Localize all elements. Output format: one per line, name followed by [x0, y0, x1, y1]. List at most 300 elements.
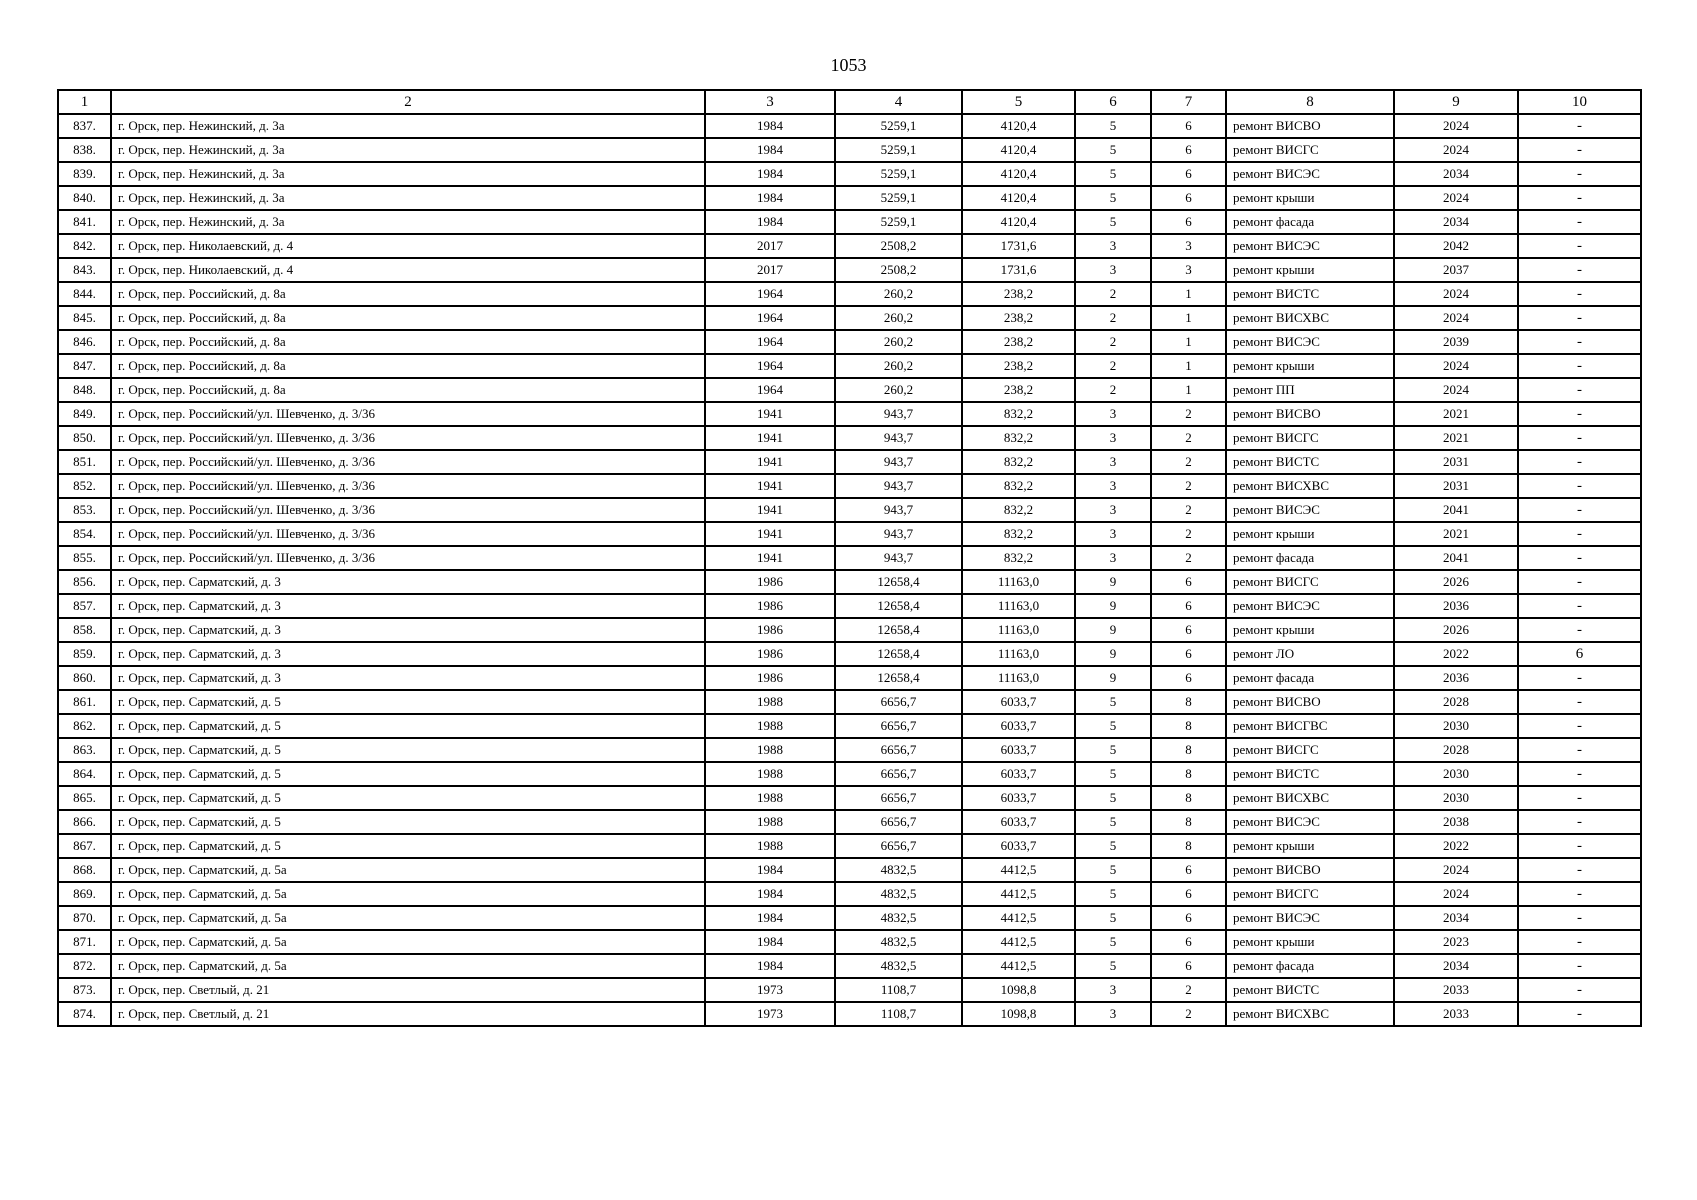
cell-floors: 2	[1075, 378, 1151, 402]
cell-work-type: ремонт ВИСТС	[1226, 978, 1394, 1002]
cell-row-number: 846.	[58, 330, 111, 354]
cell-address: г. Орск, пер. Нежинский, д. 3а	[111, 138, 705, 162]
cell-plan-year: 2030	[1394, 762, 1518, 786]
cell-entrances: 1	[1151, 306, 1226, 330]
cell-build-year: 2017	[705, 258, 835, 282]
cell-entrances: 2	[1151, 426, 1226, 450]
cell-address: г. Орск, пер. Российский/ул. Шевченко, д. 3/36	[111, 474, 705, 498]
cell-extra: -	[1518, 114, 1641, 138]
cell-living-area: 6033,7	[962, 786, 1075, 810]
cell-floors: 5	[1075, 138, 1151, 162]
table-row	[58, 594, 1641, 618]
cell-build-year: 1988	[705, 810, 835, 834]
cell-total-area: 260,2	[835, 330, 962, 354]
cell-build-year: 1941	[705, 498, 835, 522]
cell-work-type: ремонт ВИСГС	[1226, 738, 1394, 762]
cell-address: г. Орск, пер. Сарматский, д. 5а	[111, 906, 705, 930]
cell-entrances: 8	[1151, 762, 1226, 786]
cell-entrances: 1	[1151, 378, 1226, 402]
cell-total-area: 943,7	[835, 450, 962, 474]
cell-row-number: 861.	[58, 690, 111, 714]
cell-build-year: 1984	[705, 186, 835, 210]
cell-build-year: 1984	[705, 210, 835, 234]
cell-build-year: 1984	[705, 858, 835, 882]
cell-living-area: 4412,5	[962, 906, 1075, 930]
cell-work-type: ремонт ВИСЭС	[1226, 906, 1394, 930]
cell-total-area: 12658,4	[835, 666, 962, 690]
cell-work-type: ремонт ВИСТС	[1226, 762, 1394, 786]
cell-entrances: 6	[1151, 618, 1226, 642]
cell-row-number: 847.	[58, 354, 111, 378]
cell-address: г. Орск, пер. Российский/ул. Шевченко, д. 3/36	[111, 450, 705, 474]
cell-extra: -	[1518, 162, 1641, 186]
cell-address: г. Орск, пер. Сарматский, д. 5а	[111, 954, 705, 978]
cell-entrances: 6	[1151, 930, 1226, 954]
cell-extra: -	[1518, 426, 1641, 450]
cell-plan-year: 2022	[1394, 834, 1518, 858]
table-row	[58, 330, 1641, 354]
cell-living-area: 11163,0	[962, 642, 1075, 666]
cell-row-number: 874.	[58, 1002, 111, 1026]
cell-entrances: 6	[1151, 642, 1226, 666]
cell-build-year: 1986	[705, 618, 835, 642]
cell-floors: 5	[1075, 954, 1151, 978]
column-header-10: 10	[1518, 90, 1641, 114]
table-row	[58, 234, 1641, 258]
cell-work-type: ремонт ВИСТС	[1226, 450, 1394, 474]
cell-work-type: ремонт ВИСЭС	[1226, 234, 1394, 258]
cell-floors: 3	[1075, 978, 1151, 1002]
cell-extra: -	[1518, 594, 1641, 618]
cell-address: г. Орск, пер. Николаевский, д. 4	[111, 234, 705, 258]
cell-total-area: 4832,5	[835, 930, 962, 954]
cell-extra: -	[1518, 402, 1641, 426]
cell-extra: -	[1518, 258, 1641, 282]
cell-extra: -	[1518, 186, 1641, 210]
cell-plan-year: 2028	[1394, 738, 1518, 762]
cell-living-area: 6033,7	[962, 690, 1075, 714]
cell-floors: 9	[1075, 666, 1151, 690]
cell-floors: 5	[1075, 738, 1151, 762]
cell-living-area: 832,2	[962, 426, 1075, 450]
cell-living-area: 1098,8	[962, 978, 1075, 1002]
cell-total-area: 12658,4	[835, 570, 962, 594]
cell-extra: -	[1518, 762, 1641, 786]
table-row	[58, 474, 1641, 498]
table-row	[58, 114, 1641, 138]
cell-row-number: 860.	[58, 666, 111, 690]
cell-work-type: ремонт крыши	[1226, 522, 1394, 546]
cell-entrances: 1	[1151, 330, 1226, 354]
cell-address: г. Орск, пер. Нежинский, д. 3а	[111, 186, 705, 210]
cell-row-number: 841.	[58, 210, 111, 234]
cell-row-number: 843.	[58, 258, 111, 282]
cell-plan-year: 2034	[1394, 906, 1518, 930]
cell-build-year: 1941	[705, 474, 835, 498]
cell-work-type: ремонт ВИСВО	[1226, 858, 1394, 882]
cell-plan-year: 2021	[1394, 402, 1518, 426]
cell-total-area: 5259,1	[835, 162, 962, 186]
cell-row-number: 855.	[58, 546, 111, 570]
cell-plan-year: 2024	[1394, 882, 1518, 906]
cell-living-area: 4120,4	[962, 162, 1075, 186]
cell-build-year: 1984	[705, 138, 835, 162]
cell-address: г. Орск, пер. Светлый, д. 21	[111, 978, 705, 1002]
cell-address: г. Орск, пер. Сарматский, д. 5а	[111, 858, 705, 882]
cell-total-area: 4832,5	[835, 954, 962, 978]
cell-floors: 2	[1075, 330, 1151, 354]
cell-build-year: 1964	[705, 378, 835, 402]
cell-row-number: 871.	[58, 930, 111, 954]
cell-plan-year: 2026	[1394, 618, 1518, 642]
cell-plan-year: 2024	[1394, 114, 1518, 138]
cell-build-year: 1988	[705, 738, 835, 762]
cell-work-type: ремонт фасада	[1226, 666, 1394, 690]
cell-entrances: 8	[1151, 738, 1226, 762]
cell-row-number: 868.	[58, 858, 111, 882]
cell-total-area: 1108,7	[835, 978, 962, 1002]
cell-total-area: 943,7	[835, 546, 962, 570]
cell-address: г. Орск, пер. Сарматский, д. 3	[111, 570, 705, 594]
registry-table	[57, 89, 1642, 1027]
table-row	[58, 210, 1641, 234]
column-header-1: 1	[58, 90, 111, 114]
cell-plan-year: 2036	[1394, 666, 1518, 690]
cell-total-area: 943,7	[835, 498, 962, 522]
cell-build-year: 1984	[705, 162, 835, 186]
cell-floors: 3	[1075, 474, 1151, 498]
cell-entrances: 6	[1151, 138, 1226, 162]
table-row	[58, 402, 1641, 426]
cell-work-type: ремонт ПП	[1226, 378, 1394, 402]
cell-plan-year: 2024	[1394, 306, 1518, 330]
cell-row-number: 850.	[58, 426, 111, 450]
cell-total-area: 2508,2	[835, 258, 962, 282]
cell-living-area: 11163,0	[962, 570, 1075, 594]
cell-build-year: 1988	[705, 762, 835, 786]
table-row	[58, 546, 1641, 570]
cell-extra: -	[1518, 738, 1641, 762]
cell-extra: -	[1518, 930, 1641, 954]
cell-living-area: 11163,0	[962, 594, 1075, 618]
cell-row-number: 851.	[58, 450, 111, 474]
cell-floors: 5	[1075, 930, 1151, 954]
cell-build-year: 1988	[705, 690, 835, 714]
cell-address: г. Орск, пер. Российский, д. 8а	[111, 354, 705, 378]
cell-entrances: 8	[1151, 690, 1226, 714]
cell-entrances: 3	[1151, 258, 1226, 282]
cell-plan-year: 2030	[1394, 786, 1518, 810]
cell-address: г. Орск, пер. Сарматский, д. 5	[111, 762, 705, 786]
cell-living-area: 1098,8	[962, 1002, 1075, 1026]
cell-floors: 5	[1075, 186, 1151, 210]
cell-entrances: 6	[1151, 114, 1226, 138]
cell-extra: -	[1518, 858, 1641, 882]
cell-total-area: 5259,1	[835, 186, 962, 210]
cell-total-area: 5259,1	[835, 138, 962, 162]
cell-living-area: 4120,4	[962, 114, 1075, 138]
cell-extra: -	[1518, 234, 1641, 258]
cell-build-year: 1973	[705, 1002, 835, 1026]
cell-living-area: 832,2	[962, 450, 1075, 474]
cell-entrances: 2	[1151, 522, 1226, 546]
cell-extra: -	[1518, 618, 1641, 642]
cell-plan-year: 2031	[1394, 474, 1518, 498]
cell-floors: 5	[1075, 786, 1151, 810]
cell-build-year: 1988	[705, 714, 835, 738]
cell-work-type: ремонт ВИСВО	[1226, 402, 1394, 426]
cell-plan-year: 2021	[1394, 522, 1518, 546]
cell-total-area: 260,2	[835, 282, 962, 306]
cell-build-year: 1986	[705, 666, 835, 690]
cell-floors: 3	[1075, 426, 1151, 450]
cell-address: г. Орск, пер. Сарматский, д. 3	[111, 642, 705, 666]
cell-floors: 5	[1075, 714, 1151, 738]
cell-extra: -	[1518, 690, 1641, 714]
cell-row-number: 852.	[58, 474, 111, 498]
table-row	[58, 282, 1641, 306]
cell-total-area: 4832,5	[835, 906, 962, 930]
cell-build-year: 1986	[705, 642, 835, 666]
cell-extra: -	[1518, 570, 1641, 594]
cell-extra: -	[1518, 666, 1641, 690]
cell-living-area: 11163,0	[962, 666, 1075, 690]
cell-row-number: 854.	[58, 522, 111, 546]
cell-address: г. Орск, пер. Сарматский, д. 5	[111, 786, 705, 810]
cell-plan-year: 2021	[1394, 426, 1518, 450]
cell-floors: 5	[1075, 882, 1151, 906]
cell-plan-year: 2041	[1394, 498, 1518, 522]
cell-floors: 3	[1075, 450, 1151, 474]
cell-living-area: 11163,0	[962, 618, 1075, 642]
cell-work-type: ремонт ВИСХВС	[1226, 1002, 1394, 1026]
table-row	[58, 930, 1641, 954]
cell-extra: 6	[1518, 642, 1641, 666]
column-header-7: 7	[1151, 90, 1226, 114]
cell-extra: -	[1518, 210, 1641, 234]
cell-work-type: ремонт фасада	[1226, 546, 1394, 570]
cell-total-area: 4832,5	[835, 858, 962, 882]
cell-work-type: ремонт ВИСЭС	[1226, 162, 1394, 186]
cell-plan-year: 2024	[1394, 354, 1518, 378]
cell-entrances: 2	[1151, 474, 1226, 498]
cell-work-type: ремонт ВИСВО	[1226, 114, 1394, 138]
cell-address: г. Орск, пер. Российский/ул. Шевченко, д. 3/36	[111, 498, 705, 522]
table-row	[58, 162, 1641, 186]
cell-living-area: 238,2	[962, 306, 1075, 330]
cell-build-year: 1941	[705, 402, 835, 426]
cell-entrances: 6	[1151, 882, 1226, 906]
cell-floors: 9	[1075, 594, 1151, 618]
cell-build-year: 1986	[705, 570, 835, 594]
cell-living-area: 4120,4	[962, 138, 1075, 162]
cell-living-area: 832,2	[962, 498, 1075, 522]
cell-plan-year: 2030	[1394, 714, 1518, 738]
cell-work-type: ремонт ВИСЭС	[1226, 498, 1394, 522]
cell-total-area: 6656,7	[835, 714, 962, 738]
cell-row-number: 867.	[58, 834, 111, 858]
cell-plan-year: 2031	[1394, 450, 1518, 474]
cell-work-type: ремонт ВИСГВС	[1226, 714, 1394, 738]
cell-extra: -	[1518, 546, 1641, 570]
cell-address: г. Орск, пер. Российский/ул. Шевченко, д. 3/36	[111, 402, 705, 426]
cell-address: г. Орск, пер. Российский, д. 8а	[111, 306, 705, 330]
cell-extra: -	[1518, 714, 1641, 738]
cell-plan-year: 2042	[1394, 234, 1518, 258]
table-row	[58, 906, 1641, 930]
cell-plan-year: 2034	[1394, 162, 1518, 186]
cell-living-area: 832,2	[962, 474, 1075, 498]
cell-living-area: 4120,4	[962, 210, 1075, 234]
cell-living-area: 6033,7	[962, 738, 1075, 762]
cell-entrances: 2	[1151, 498, 1226, 522]
cell-entrances: 1	[1151, 354, 1226, 378]
cell-build-year: 1984	[705, 906, 835, 930]
cell-floors: 3	[1075, 258, 1151, 282]
cell-build-year: 2017	[705, 234, 835, 258]
cell-plan-year: 2024	[1394, 858, 1518, 882]
cell-work-type: ремонт крыши	[1226, 930, 1394, 954]
cell-work-type: ремонт крыши	[1226, 618, 1394, 642]
cell-work-type: ремонт ВИСХВС	[1226, 306, 1394, 330]
column-header-3: 3	[705, 90, 835, 114]
cell-extra: -	[1518, 786, 1641, 810]
cell-living-area: 238,2	[962, 330, 1075, 354]
cell-extra: -	[1518, 354, 1641, 378]
table-row	[58, 450, 1641, 474]
cell-extra: -	[1518, 522, 1641, 546]
table-row	[58, 834, 1641, 858]
cell-address: г. Орск, пер. Сарматский, д. 3	[111, 594, 705, 618]
cell-row-number: 862.	[58, 714, 111, 738]
cell-work-type: ремонт ВИСГС	[1226, 426, 1394, 450]
cell-address: г. Орск, пер. Российский, д. 8а	[111, 378, 705, 402]
column-header-9: 9	[1394, 90, 1518, 114]
table-row	[58, 786, 1641, 810]
cell-row-number: 848.	[58, 378, 111, 402]
cell-living-area: 832,2	[962, 402, 1075, 426]
cell-address: г. Орск, пер. Нежинский, д. 3а	[111, 210, 705, 234]
cell-work-type: ремонт крыши	[1226, 354, 1394, 378]
cell-plan-year: 2033	[1394, 1002, 1518, 1026]
cell-row-number: 859.	[58, 642, 111, 666]
cell-address: г. Орск, пер. Сарматский, д. 5а	[111, 930, 705, 954]
table-row	[58, 378, 1641, 402]
cell-address: г. Орск, пер. Российский/ул. Шевченко, д. 3/36	[111, 522, 705, 546]
cell-total-area: 1108,7	[835, 1002, 962, 1026]
cell-row-number: 869.	[58, 882, 111, 906]
cell-living-area: 4412,5	[962, 954, 1075, 978]
cell-total-area: 5259,1	[835, 114, 962, 138]
cell-floors: 9	[1075, 570, 1151, 594]
cell-work-type: ремонт ВИСГС	[1226, 570, 1394, 594]
cell-address: г. Орск, пер. Сарматский, д. 5	[111, 834, 705, 858]
cell-work-type: ремонт ВИСЭС	[1226, 594, 1394, 618]
cell-row-number: 844.	[58, 282, 111, 306]
cell-total-area: 260,2	[835, 306, 962, 330]
cell-address: г. Орск, пер. Нежинский, д. 3а	[111, 162, 705, 186]
cell-entrances: 6	[1151, 954, 1226, 978]
cell-work-type: ремонт ВИСЭС	[1226, 330, 1394, 354]
table-row	[58, 954, 1641, 978]
cell-entrances: 6	[1151, 906, 1226, 930]
cell-floors: 2	[1075, 354, 1151, 378]
table-row	[58, 522, 1641, 546]
cell-entrances: 8	[1151, 786, 1226, 810]
table-row	[58, 810, 1641, 834]
table-row	[58, 1002, 1641, 1026]
cell-extra: -	[1518, 954, 1641, 978]
cell-total-area: 260,2	[835, 354, 962, 378]
table-row	[58, 738, 1641, 762]
cell-total-area: 6656,7	[835, 690, 962, 714]
cell-row-number: 849.	[58, 402, 111, 426]
cell-entrances: 6	[1151, 594, 1226, 618]
cell-floors: 5	[1075, 834, 1151, 858]
cell-build-year: 1984	[705, 954, 835, 978]
cell-total-area: 6656,7	[835, 810, 962, 834]
cell-row-number: 853.	[58, 498, 111, 522]
cell-floors: 9	[1075, 642, 1151, 666]
cell-address: г. Орск, пер. Российский, д. 8а	[111, 282, 705, 306]
cell-living-area: 6033,7	[962, 762, 1075, 786]
table-row	[58, 666, 1641, 690]
cell-build-year: 1964	[705, 354, 835, 378]
table-row	[58, 762, 1641, 786]
table-row	[58, 354, 1641, 378]
cell-total-area: 12658,4	[835, 594, 962, 618]
cell-entrances: 6	[1151, 570, 1226, 594]
cell-total-area: 12658,4	[835, 642, 962, 666]
cell-entrances: 6	[1151, 162, 1226, 186]
cell-build-year: 1941	[705, 426, 835, 450]
cell-work-type: ремонт ЛО	[1226, 642, 1394, 666]
cell-address: г. Орск, пер. Сарматский, д. 5	[111, 810, 705, 834]
table-row	[58, 258, 1641, 282]
cell-total-area: 943,7	[835, 402, 962, 426]
cell-address: г. Орск, пер. Нежинский, д. 3а	[111, 114, 705, 138]
cell-extra: -	[1518, 498, 1641, 522]
cell-extra: -	[1518, 906, 1641, 930]
cell-floors: 3	[1075, 402, 1151, 426]
cell-floors: 3	[1075, 1002, 1151, 1026]
cell-entrances: 2	[1151, 402, 1226, 426]
cell-row-number: 838.	[58, 138, 111, 162]
cell-plan-year: 2041	[1394, 546, 1518, 570]
cell-plan-year: 2026	[1394, 570, 1518, 594]
cell-build-year: 1941	[705, 522, 835, 546]
column-header-8: 8	[1226, 90, 1394, 114]
cell-floors: 3	[1075, 498, 1151, 522]
cell-entrances: 6	[1151, 186, 1226, 210]
cell-build-year: 1984	[705, 882, 835, 906]
cell-living-area: 4412,5	[962, 930, 1075, 954]
cell-living-area: 1731,6	[962, 234, 1075, 258]
cell-build-year: 1964	[705, 306, 835, 330]
cell-row-number: 866.	[58, 810, 111, 834]
cell-living-area: 6033,7	[962, 714, 1075, 738]
cell-total-area: 6656,7	[835, 786, 962, 810]
cell-total-area: 260,2	[835, 378, 962, 402]
cell-total-area: 4832,5	[835, 882, 962, 906]
cell-living-area: 832,2	[962, 546, 1075, 570]
cell-entrances: 3	[1151, 234, 1226, 258]
cell-entrances: 2	[1151, 450, 1226, 474]
cell-row-number: 863.	[58, 738, 111, 762]
cell-work-type: ремонт крыши	[1226, 834, 1394, 858]
cell-floors: 3	[1075, 234, 1151, 258]
cell-entrances: 6	[1151, 210, 1226, 234]
